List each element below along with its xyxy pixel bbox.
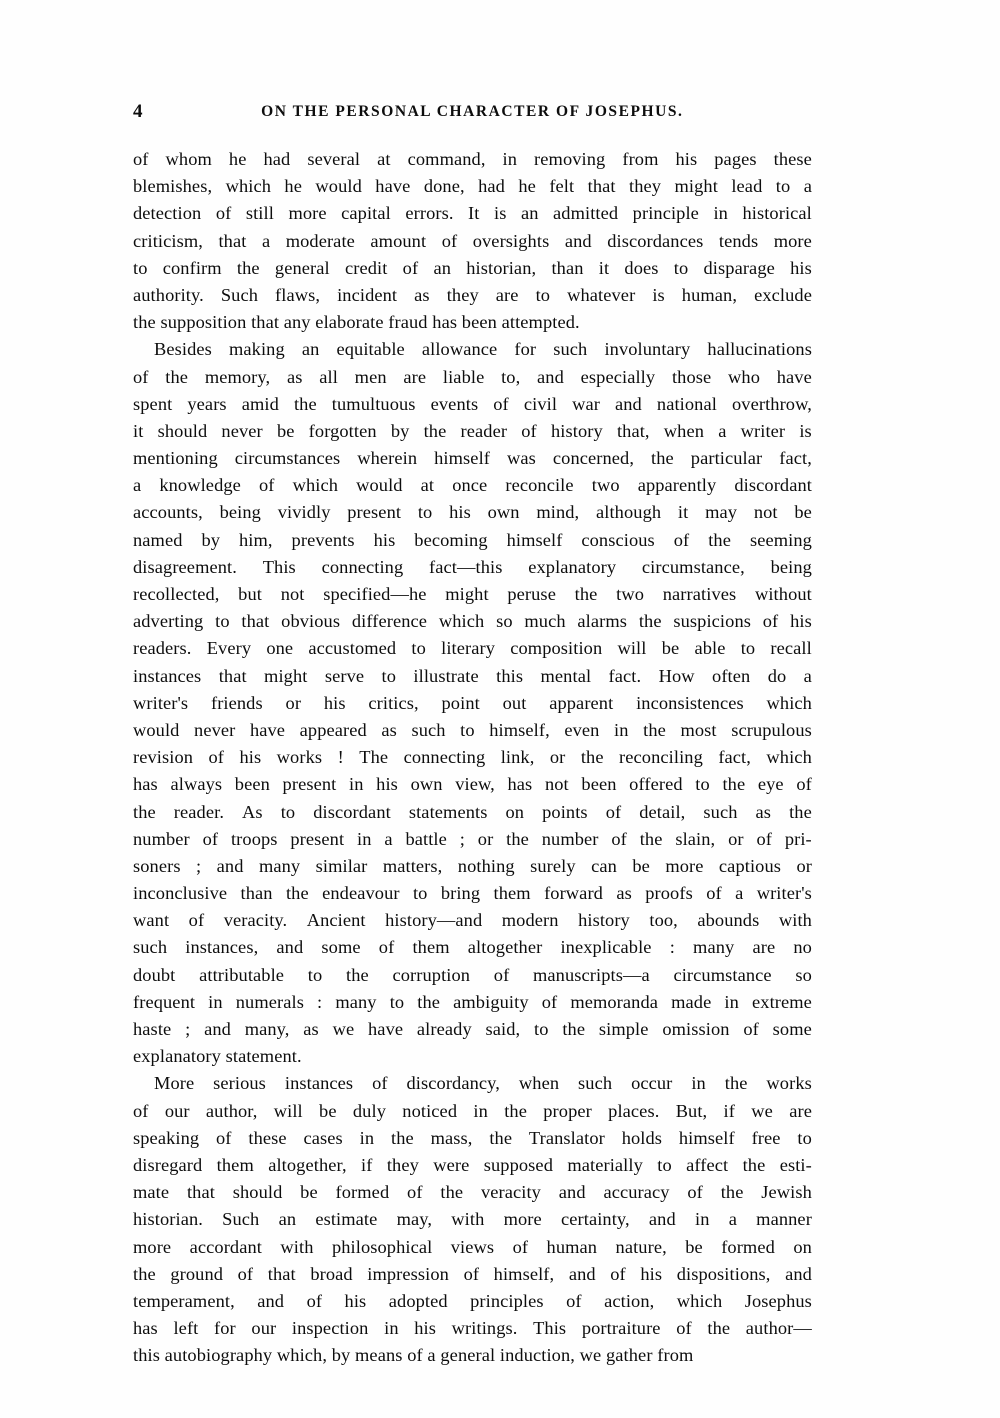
text-line: has left for our inspection in his writings. This portraiture of the author—	[133, 1318, 812, 1339]
text-line: detection of still more capital errors. It is an admitted principle in historical	[133, 203, 812, 224]
text-line: a knowledge of which would at once reconcile two apparently discordant	[133, 475, 812, 496]
text-line: of whom he had several at command, in removing from his pages these	[133, 149, 812, 169]
text-line: blemishes, which he would have done, had he felt that they might lead to a	[133, 176, 812, 197]
text-line: disregard them altogether, if they were supposed materially to affect the esti-	[133, 1154, 812, 1175]
text-line: instances that might serve to illustrate this mental fact. How often do a	[133, 665, 812, 686]
text-line: such instances, and some of them altogether inexplicable : many are no	[133, 937, 812, 958]
text-line: mate that should be formed of the veracity and accuracy of the Jewish	[133, 1182, 812, 1203]
text-line: explanatory statement.	[133, 1046, 302, 1067]
text-line: mentioning circumstances wherein himself was concerned, the particular fact,	[133, 448, 812, 469]
text-line: of our author, will be duly noticed in the proper places. But, if we are	[133, 1100, 812, 1121]
text-line: to confirm the general credit of an historian, than it does to disparage his	[133, 257, 812, 278]
text-line: haste ; and many, as we have already said, to the simple omission of some	[133, 1019, 812, 1039]
text-line: authority. Such flaws, incident as they are to whatever is human, exclude	[133, 284, 812, 305]
text-line: the ground of that broad impression of himself, and of his dispositions, and	[133, 1263, 812, 1284]
text-line: frequent in numerals : many to the ambiguity of memoranda made in extreme	[133, 991, 812, 1012]
text-line: named by him, prevents his becoming himself conscious of the seeming	[133, 529, 812, 550]
text-line: the reader. As to discordant statements on points of detail, such as the	[133, 801, 812, 822]
text-line: writer's friends or his critics, point out apparent inconsistences which	[133, 692, 812, 713]
text-line: speaking of these cases in the mass, the Translator holds himself free to	[133, 1127, 812, 1148]
text-line: criticism, that a moderate amount of oversights and discordances tends more	[133, 230, 812, 251]
running-head	[133, 99, 810, 125]
text-line: More serious instances of discordancy, when such occur in the works	[154, 1073, 812, 1094]
text-line: adverting to that obvious difference which so much alarms the suspicions of his	[133, 611, 812, 632]
text-line: the supposition that any elaborate fraud has been attempted.	[133, 312, 580, 333]
paragraph	[133, 146, 812, 336]
text-line: soners ; and many similar matters, nothing surely can be more captious or	[133, 855, 812, 876]
text-line: temperament, and of his adopted principles of action, which Josephus	[133, 1290, 812, 1311]
text-line: recollected, but not specified—he might peruse the two narratives without	[133, 584, 812, 604]
text-line: spent years amid the tumultuous events of civil war and national overthrow,	[133, 393, 812, 414]
text-line: want of veracity. Ancient history—and modern history too, abounds with	[133, 910, 812, 931]
text-line: of the memory, as all men are liable to, and especially those who have	[133, 366, 812, 387]
text-line: has always been present in his own view, has not been offered to the eye of	[133, 774, 812, 795]
text-line: would never have appeared as such to himself, even in the most scrupulous	[133, 719, 812, 740]
text-line: this autobiography which, by means of a general induction, we gather from	[133, 1345, 694, 1366]
body-text-block	[133, 146, 812, 1369]
text-line: inconclusive than the endeavour to bring them forward as proofs of a writer's	[133, 883, 812, 904]
page-number: 4	[133, 101, 143, 122]
text-line: readers. Every one accustomed to literary composition will be able to recall	[133, 638, 812, 659]
text-line: more accordant with philosophical views of human nature, be formed on	[133, 1236, 812, 1257]
text-line: it should never be forgotten by the reader of history that, when a writer is	[133, 420, 812, 441]
text-line: revision of his works ! The connecting link, or the reconciling fact, which	[133, 747, 812, 768]
running-head-title: ON THE PERSONAL CHARACTER OF JOSEPHUS.	[261, 103, 684, 120]
text-line: disagreement. This connecting fact—this explanatory circumstance, being	[133, 556, 812, 577]
text-line: Besides making an equitable allowance for such involuntary hallucinations	[154, 339, 812, 360]
text-line: number of troops present in a battle ; or the number of the slain, or of pri-	[133, 828, 812, 849]
paragraph	[133, 336, 812, 1070]
paragraph	[133, 1070, 812, 1369]
text-line: doubt attributable to the corruption of manuscripts—a circumstance so	[133, 964, 812, 985]
text-line: accounts, being vividly present to his own mind, although it may not be	[133, 502, 812, 523]
text-line: historian. Such an estimate may, with more certainty, and in a manner	[133, 1209, 812, 1230]
